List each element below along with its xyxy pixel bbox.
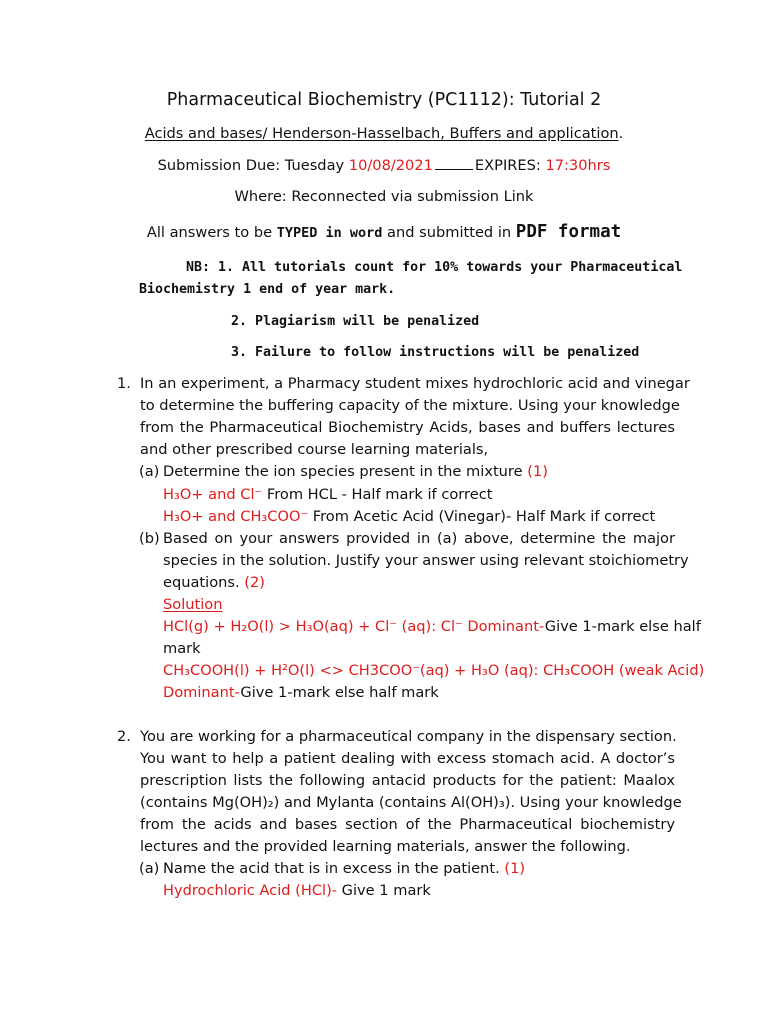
equation-2-cont [163, 684, 439, 701]
question-2a-prompt: Name the acid that is in excess in the patient. [163, 860, 505, 877]
question-2-line-5: from the acids and bases section of the Pharmaceutical biochemistry [140, 816, 675, 833]
answer-1a-note-vinegar: From Acetic Acid (Vinegar)- Half Mark if correct [308, 508, 656, 525]
due-date: 10/08/2021 [348, 157, 433, 174]
question-1a-answer-2 [163, 508, 655, 525]
answer-2a-acid: Hydrochloric Acid (HCl)- [163, 882, 338, 899]
submission-due-line [0, 157, 768, 174]
question-1a-label: (a) [139, 463, 160, 480]
where-line: Where: Reconnected via submission Link [234, 188, 534, 205]
equation-2-dominant: Dominant- [163, 684, 241, 701]
question-1b-label: (b) [139, 530, 160, 547]
question-1-line-1: In an experiment, a Pharmacy student mixes hydrochloric acid and vinegar [140, 375, 690, 392]
question-1b-marks: (2) [244, 574, 265, 591]
question-2-line-6: lectures and the provided learning materials, answer the following. [140, 838, 631, 855]
question-2a-label: (a) [139, 860, 160, 877]
equation-1 [163, 618, 701, 635]
question-1-number: 1. [117, 375, 131, 392]
expires-label: EXPIRES: [474, 157, 546, 174]
question-1-line-4: and other prescribed course learning materials, [140, 441, 489, 458]
equation-1-marking-cont: mark [163, 640, 201, 657]
question-2a-answer [163, 882, 431, 899]
answer-1a-ions-vinegar: H₃O+ and CH₃COO⁻ [163, 508, 309, 525]
question-1b-prompt-end: equations. [163, 574, 245, 591]
question-1-line-2: to determine the buffering capacity of the mixture. Using your knowledge [140, 397, 680, 414]
nb-note-2: 2. Plagiarism will be penalized [231, 314, 480, 329]
nb-note-1-cont: Biochemistry 1 end of year mark. [139, 282, 396, 297]
answer-1a-note-hcl: From HCL - Half mark if correct [262, 486, 493, 503]
question-2-line-3: prescription lists the following antacid products for the patient: Maalox [140, 772, 675, 789]
question-1b-line-2: species in the solution. Justify your answer using relevant stoichiometry [163, 552, 689, 569]
question-1a-answer-1 [163, 486, 492, 503]
question-2-line-2: You want to help a patient dealing with excess stomach acid. A doctor’s [140, 750, 675, 767]
question-1-line-3: from the Pharmaceutical Biochemistry Acids, bases and buffers lectures [140, 419, 675, 436]
nb-note-3: 3. Failure to follow instructions will be penalized [231, 345, 640, 360]
due-label: Submission Due: Tuesday [157, 157, 349, 174]
question-1b-line-1: Based on your answers provided in (a) above, determine the major [163, 530, 675, 547]
question-2a-marks: (1) [504, 860, 526, 877]
question-2a-text [163, 860, 525, 877]
answer-1a-ions-hcl: H₃O+ and Cl⁻ [163, 486, 263, 503]
topic-line [0, 125, 768, 142]
question-2-number: 2. [117, 728, 131, 745]
solution-label: Solution [163, 596, 223, 613]
answers-format-line [0, 222, 768, 242]
solution-heading [163, 596, 222, 613]
pdf-format: PDF format [515, 222, 622, 242]
nb-note-1: NB: 1. All tutorials count for 10% towards your Pharmaceutical [186, 260, 683, 275]
question-2-line-1: You are working for a pharmaceutical company in the dispensary section. [140, 728, 677, 745]
typed-in-word: TYPED in word [276, 225, 383, 241]
due-blank [435, 159, 473, 170]
question-1b-line-3 [163, 574, 265, 591]
topic-text: Acids and bases/ Henderson-Hasselbach, Buffers and application [144, 125, 619, 142]
answers-a: All answers to be [146, 224, 277, 241]
answers-b: and submitted in [382, 224, 516, 241]
equation-1-marking: Give 1-mark else half [544, 618, 701, 635]
expires-time: 17:30hrs [545, 157, 611, 174]
question-1a-text [163, 463, 548, 480]
equation-2-text: CH₃COOH(l) + H²O(l) <> CH3COO⁻(aq) + H₃O (aq): CH₃COOH (weak Acid) [163, 662, 705, 679]
equation-2-marking: Give 1-mark else half mark [240, 684, 439, 701]
question-1a-marks: (1) [527, 463, 548, 480]
topic-period: . [618, 125, 624, 142]
document-title: Pharmaceutical Biochemistry (PC1112): Tutorial 2 [166, 90, 602, 110]
question-1a-prompt: Determine the ion species present in the mixture [163, 463, 528, 480]
equation-1-text: HCl(g) + H₂O(l) > H₃O(aq) + Cl⁻ (aq): Cl⁻ Dominant- [163, 618, 545, 635]
answer-2a-marking: Give 1 mark [337, 882, 431, 899]
question-2-line-4: (contains Mg(OH)₂) and Mylanta (contains Al(OH)₃). Using your knowledge [140, 794, 682, 811]
